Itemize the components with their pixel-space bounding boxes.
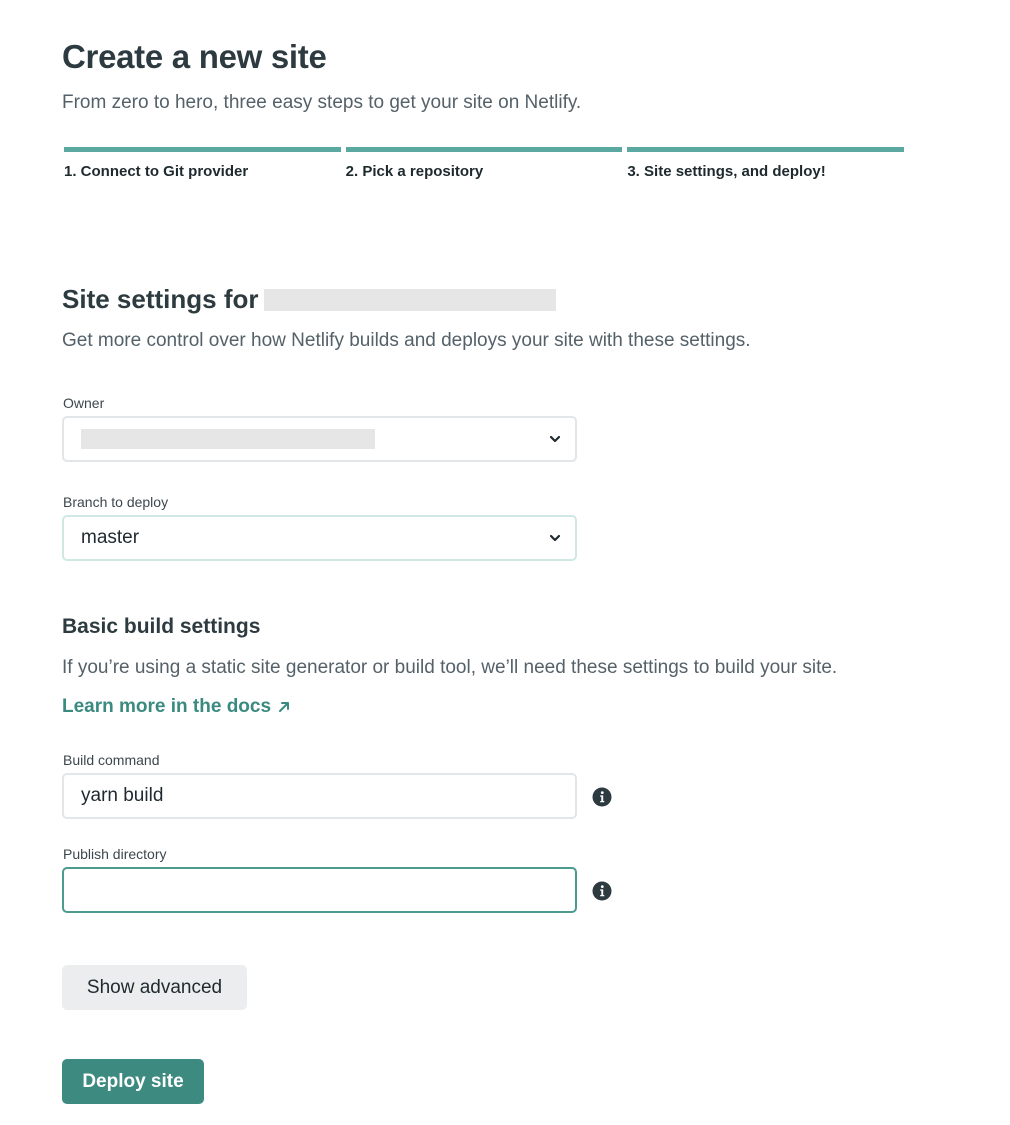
site-settings-title [62,284,556,315]
build-settings-description: If you’re using a static site generator or build tool, we’ll need these settings to build your site. [62,657,838,678]
docs-link[interactable] [62,696,291,718]
show-advanced-button[interactable]: Show advanced [62,965,247,1010]
deploy-site-button[interactable]: Deploy site [62,1059,204,1104]
info-icon[interactable] [592,881,612,901]
redacted-repo-name [264,289,556,311]
publish-directory-input[interactable] [62,867,577,913]
publish-directory-label: Publish directory [63,846,167,862]
chevron-down-icon [547,431,563,447]
build-command-label: Build command [63,752,160,768]
site-settings-title-text: Site settings for [62,284,259,314]
owner-select[interactable] [62,416,577,462]
build-settings-title: Basic build settings [62,615,261,638]
build-command-input[interactable] [62,773,577,819]
site-settings-description: Get more control over how Netlify builds and deploys your site with these settings. [62,330,751,351]
step-connect-git: 1. Connect to Git provider [64,147,341,180]
steps-progress [64,147,904,180]
branch-select-value: master [81,527,140,548]
step-pick-repository: 2. Pick a repository [346,147,623,180]
step-site-settings: 3. Site settings, and deploy! [627,147,904,180]
redacted-owner-value [81,429,375,449]
owner-label: Owner [63,395,105,411]
chevron-down-icon [547,530,563,546]
branch-select[interactable] [62,515,577,561]
page-subtitle: From zero to hero, three easy steps to get your site on Netlify. [62,92,582,113]
build-command-value: yarn build [81,785,164,806]
external-arrow-icon [277,700,291,714]
docs-link-label: Learn more in the docs [62,696,272,717]
page-title: Create a new site [62,38,327,75]
branch-label: Branch to deploy [63,494,169,510]
info-icon[interactable] [592,787,612,807]
